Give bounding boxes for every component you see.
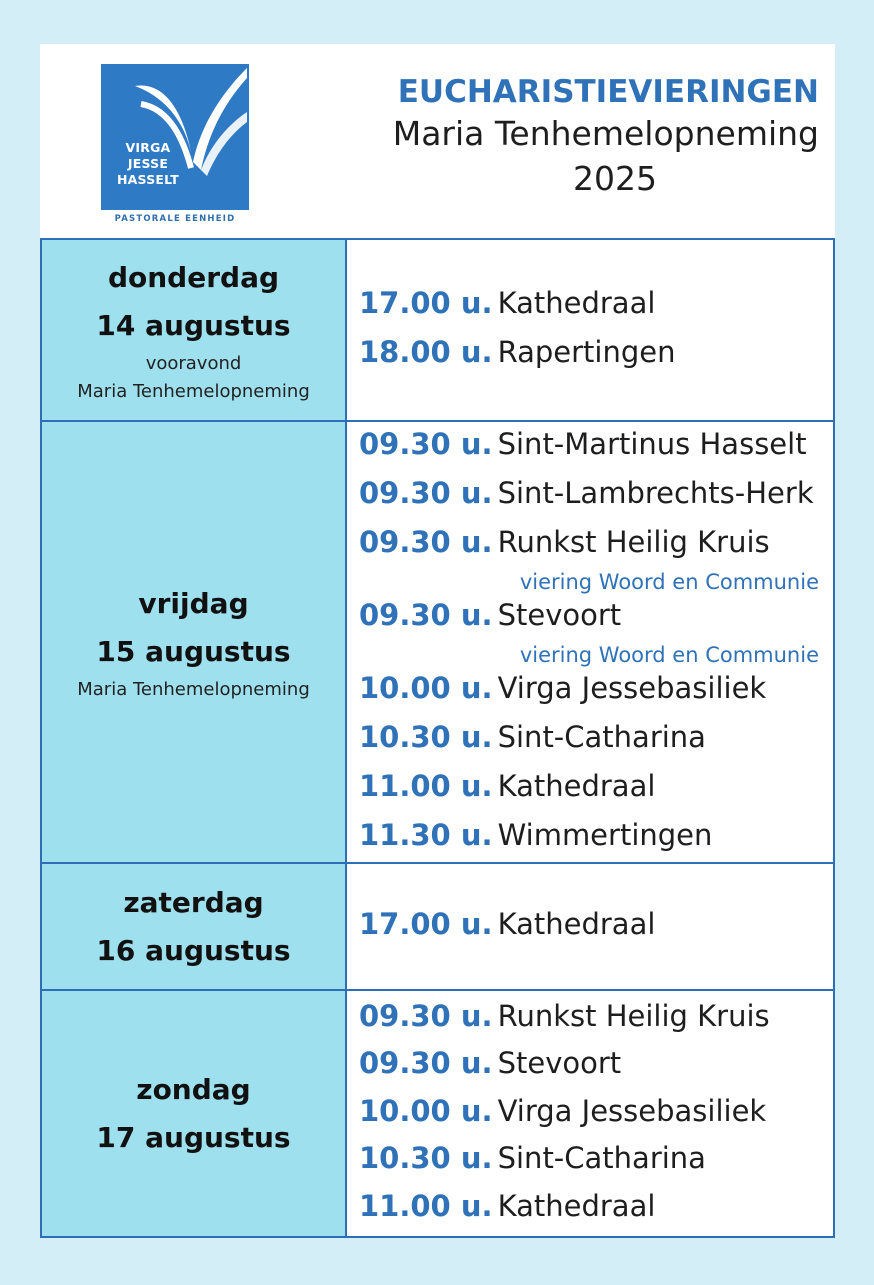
day-note: vooravond — [145, 353, 242, 374]
day-date: 15 augustus — [96, 635, 291, 668]
mass-time: 10.00 u. — [359, 671, 493, 705]
day-note: Maria Tenhemelopneming — [77, 679, 310, 700]
mass-entry — [359, 666, 833, 715]
mass-time: 09.30 u. — [359, 525, 493, 559]
mass-entry — [359, 1137, 833, 1185]
mass-time: 10.30 u. — [359, 720, 493, 754]
times-cell — [346, 863, 834, 990]
day-date: 16 augustus — [96, 933, 291, 967]
times-cell — [346, 239, 834, 421]
day-cell — [41, 421, 346, 863]
times-cell — [346, 990, 834, 1237]
mass-entry — [359, 1185, 833, 1233]
mass-note: viering Woord en Communie — [519, 570, 819, 594]
mass-entry — [359, 902, 833, 951]
day-row — [41, 990, 834, 1237]
day-row — [41, 863, 834, 990]
mass-place: Runkst Heilig Kruis — [497, 998, 770, 1033]
mass-place: Rapertingen — [497, 335, 676, 369]
times-cell — [346, 421, 834, 863]
mass-place: Sint-Martinus Hasselt — [497, 427, 807, 461]
mass-time: 11.30 u. — [359, 818, 493, 852]
mass-place: Stevoort — [497, 1046, 622, 1081]
mass-time: 09.30 u. — [359, 598, 493, 632]
day-row — [41, 239, 834, 421]
page-year: 2025 — [573, 159, 657, 198]
day-name: zaterdag — [123, 885, 264, 919]
mass-entry — [359, 995, 833, 1043]
day-cell — [41, 239, 346, 421]
schedule-table — [40, 238, 835, 1238]
mass-place: Stevoort — [497, 598, 622, 632]
mass-time: 09.30 u. — [359, 998, 493, 1033]
day-cell — [41, 863, 346, 990]
mass-time: 18.00 u. — [359, 335, 493, 369]
mass-time: 11.00 u. — [359, 769, 493, 803]
mass-place: Sint-Catharina — [497, 720, 706, 754]
mass-entry — [359, 1090, 833, 1138]
mass-place: Wimmertingen — [497, 818, 713, 852]
mass-place: Sint-Lambrechts-Herk — [497, 476, 814, 510]
mass-entry — [359, 813, 833, 862]
mass-time: 10.30 u. — [359, 1141, 493, 1176]
day-name: donderdag — [107, 261, 280, 294]
mass-place: Kathedraal — [497, 1188, 656, 1223]
page-title: EUCHARISTIEVIERINGEN — [397, 74, 819, 110]
logo-mark — [101, 64, 249, 210]
day-date: 17 augustus — [96, 1120, 291, 1154]
mass-place: Virga Jessebasiliek — [497, 671, 767, 705]
day-name: zondag — [136, 1072, 251, 1106]
day-date: 14 augustus — [96, 309, 291, 342]
day-cell — [41, 990, 346, 1237]
mass-entry — [359, 281, 833, 330]
mass-entry — [359, 330, 833, 379]
mass-time: 11.00 u. — [359, 1188, 493, 1223]
logo-line: HASSELT — [117, 172, 179, 187]
mass-place: Kathedraal — [497, 286, 656, 320]
mass-entry — [359, 715, 833, 764]
mass-time: 17.00 u. — [359, 286, 493, 320]
mass-time: 09.30 u. — [359, 427, 493, 461]
page-subtitle: Maria Tenhemelopneming — [392, 114, 819, 153]
logo-line: JESSE — [127, 156, 169, 171]
logo-line: VIRGA — [125, 140, 171, 155]
logo-wordmark — [113, 140, 183, 188]
day-name: vrijdag — [138, 587, 249, 620]
mass-place: Runkst Heilig Kruis — [497, 525, 770, 559]
mass-entry — [359, 1042, 833, 1090]
mass-note: viering Woord en Communie — [519, 643, 819, 667]
header — [40, 44, 835, 238]
title-block — [359, 72, 819, 202]
logo — [101, 64, 249, 230]
day-note: Maria Tenhemelopneming — [77, 381, 310, 402]
mass-place: Virga Jessebasiliek — [497, 1093, 767, 1128]
leaf-check-icon — [101, 64, 249, 210]
mass-place: Kathedraal — [497, 907, 656, 941]
mass-entry — [359, 520, 833, 569]
mass-entry — [359, 593, 833, 642]
mass-place: Sint-Catharina — [497, 1141, 706, 1176]
mass-time: 09.30 u. — [359, 476, 493, 510]
mass-time: 09.30 u. — [359, 1046, 493, 1081]
mass-entry — [359, 422, 833, 471]
mass-place: Kathedraal — [497, 769, 656, 803]
mass-time: 17.00 u. — [359, 907, 493, 941]
logo-subtitle: PASTORALE EENHEID — [114, 214, 236, 224]
day-row — [41, 421, 834, 863]
mass-time: 10.00 u. — [359, 1093, 493, 1128]
mass-entry — [359, 764, 833, 813]
mass-entry — [359, 471, 833, 520]
